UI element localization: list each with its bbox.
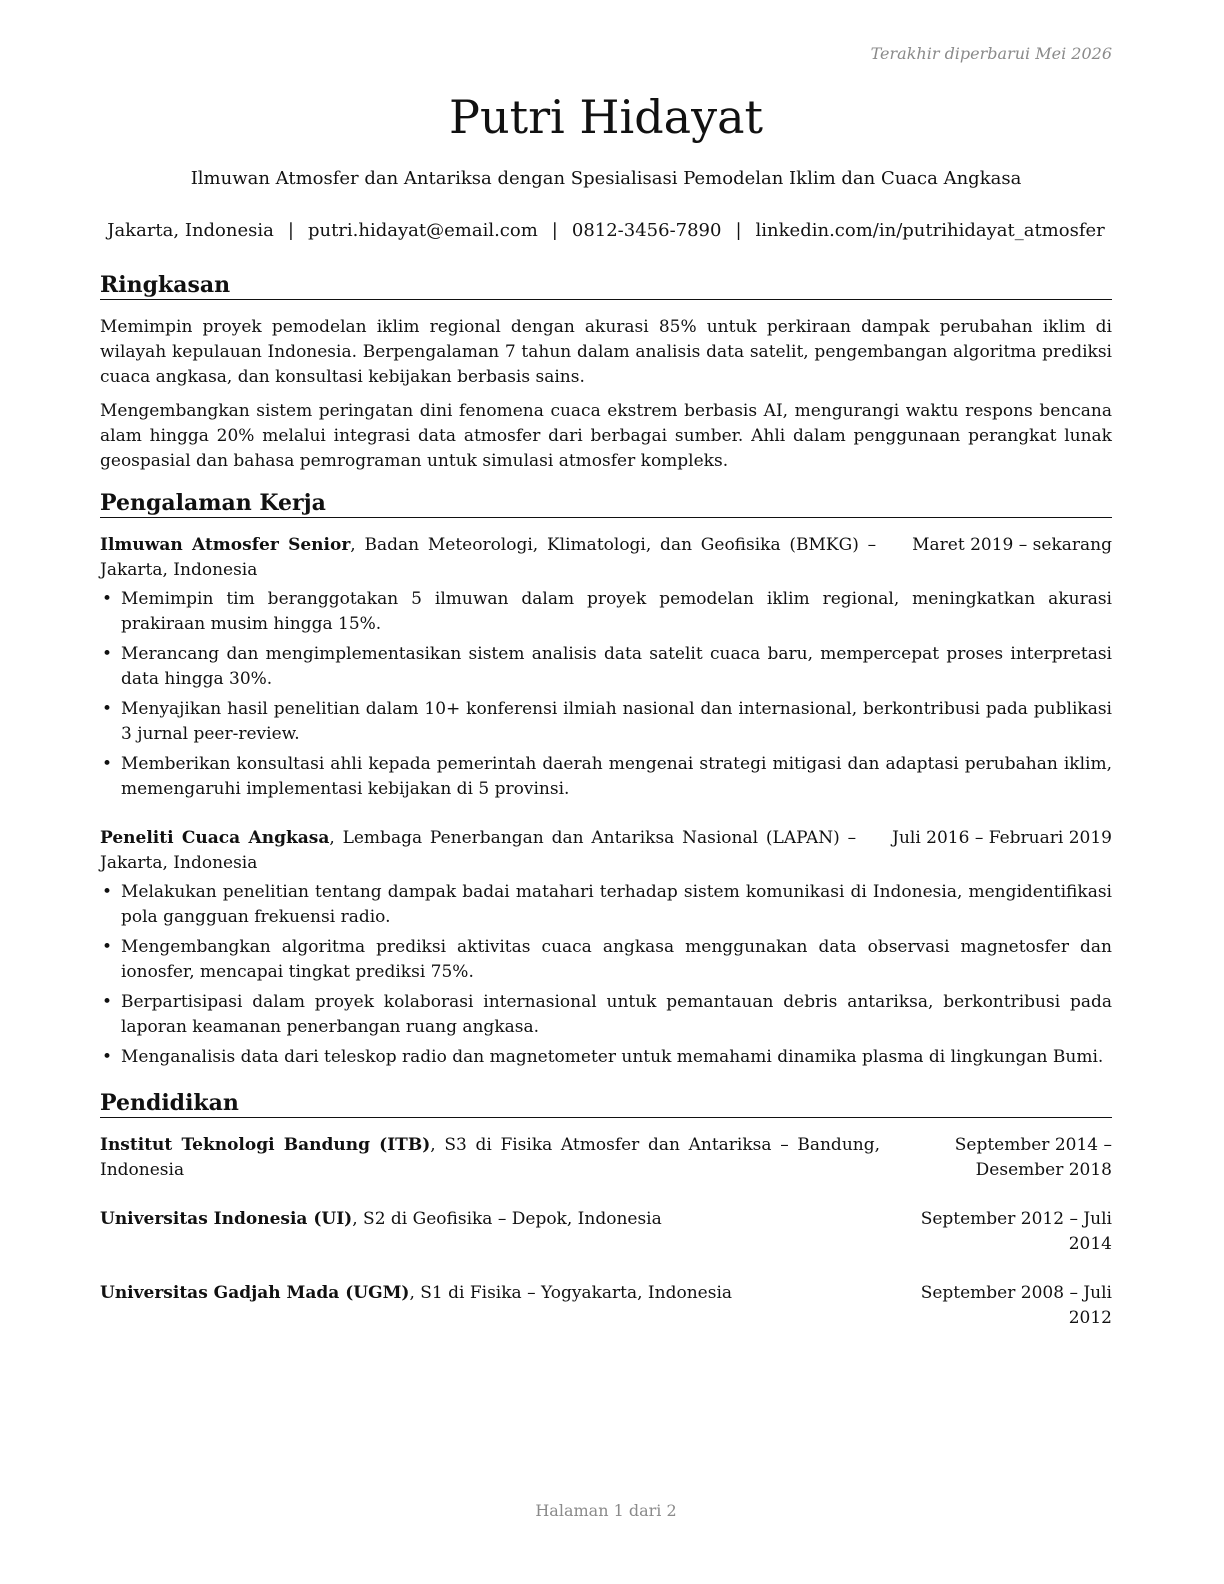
education-line: [100, 1281, 880, 1331]
list-item: • Merancang dan mengimplementasikan sistem analisis data satelit cuaca baru, mempercepat proses interpretasi data hingga 30%.: [100, 642, 1112, 692]
section-title-education: Pendidikan: [100, 1089, 1112, 1118]
education-entry: [100, 1133, 1112, 1183]
education-entry: [100, 1281, 1112, 1331]
job-title-line: [100, 826, 856, 876]
contact-phone: 0812-3456-7890: [571, 220, 722, 241]
job-bullets: [100, 880, 1112, 1070]
degree-detail: , S3 di Fisika Atmosfer dan Antariksa – Bandung, Indonesia: [100, 1135, 881, 1180]
separator: |: [551, 220, 558, 241]
list-item: • Memberikan konsultasi ahli kepada pemerintah daerah mengenai strategi mitigasi dan adaptasi perubahan iklim, memengaruhi implementasi kebijakan di 5 provinsi.: [100, 752, 1112, 802]
institution-name: Universitas Indonesia (UI): [100, 1209, 353, 1229]
contact-email[interactable]: putri.hidayat@email.com: [307, 220, 538, 241]
contact-location: Jakarta, Indonesia: [107, 220, 274, 241]
list-item: • Berpartisipasi dalam proyek kolaborasi internasional untuk pemantauan debris antariksa, berkontribusi pada laporan keamanan penerbangan ruang angkasa.: [100, 990, 1112, 1040]
page-number: Halaman 1 dari 2: [535, 1501, 677, 1520]
job-dates: Juli 2016 – Februari 2019: [892, 828, 1112, 848]
education-line: [100, 1133, 880, 1183]
job-header: [100, 826, 1112, 876]
separator: |: [287, 220, 294, 241]
list-item: • Mengembangkan algoritma prediksi aktivitas cuaca angkasa menggunakan data observasi magnetosfer dan ionosfer, mencapai tingkat prediksi 75%.: [100, 935, 1112, 985]
summary-paragraph: Mengembangkan sistem peringatan dini fenomena cuaca ekstrem berbasis AI, mengurangi waktu respons bencana alam hingga 20% melalui integrasi data atmosfer dari berbagai sumber. Ahli dalam penggunaan perangkat lunak geospasial dan bahasa pemrograman untuk simulasi atmosfer kompleks.: [100, 401, 1112, 471]
institution-name: Universitas Gadjah Mada (UGM): [100, 1283, 410, 1303]
person-name: Putri Hidayat: [449, 90, 763, 144]
job-dates: Maret 2019 – sekarang: [912, 535, 1112, 555]
job-title-line: [100, 533, 876, 583]
education-dates: September 2014 – Desember 2018: [954, 1135, 1112, 1180]
section-title-summary: Ringkasan: [100, 271, 1112, 300]
tagline: Ilmuwan Atmosfer dan Antariksa dengan Spesialisasi Pemodelan Iklim dan Cuaca Angkasa: [190, 168, 1022, 189]
job-role: Peneliti Cuaca Angkasa: [100, 828, 330, 848]
job-bullets: [100, 587, 1112, 802]
job-role: Ilmuwan Atmosfer Senior: [100, 535, 351, 555]
last-updated: Terakhir diperbarui Mei 2026: [870, 44, 1112, 63]
summary-paragraph: Memimpin proyek pemodelan iklim regional dengan akurasi 85% untuk perkiraan dampak perubahan iklim di wilayah kepulauan Indonesia. Berpengalaman 7 tahun dalam analisis data satelit, pengembangan algoritma prediksi cuaca angkasa, dan konsultasi kebijakan berbasis sains.: [100, 317, 1112, 387]
education-dates: September 2008 – Juli 2012: [920, 1283, 1112, 1328]
list-item: • Melakukan penelitian tentang dampak badai matahari terhadap sistem komunikasi di Indonesia, mengidentifikasi pola gangguan frekuensi radio.: [100, 880, 1112, 930]
job-entry: [100, 826, 1112, 1075]
education-line: [100, 1207, 880, 1257]
list-item: • Menyajikan hasil penelitian dalam 10+ konferensi ilmiah nasional dan internasional, berkontribusi pada publikasi 3 jurnal peer-review.: [100, 697, 1112, 747]
job-org: , Badan Meteorologi, Klimatologi, dan Geofisika (BMKG) – Jakarta, Indonesia: [100, 535, 877, 580]
contact-linkedin[interactable]: linkedin.com/in/putrihidayat_atmosfer: [755, 220, 1105, 241]
job-header: [100, 533, 1112, 583]
institution-name: Institut Teknologi Bandung (ITB): [100, 1135, 431, 1155]
degree-detail: , S1 di Fisika – Yogyakarta, Indonesia: [409, 1283, 733, 1303]
resume-page: [100, 0, 1112, 1584]
list-item: • Memimpin tim beranggotakan 5 ilmuwan dalam proyek pemodelan iklim regional, meningkatkan akurasi prakiraan musim hingga 15%.: [100, 587, 1112, 637]
education-entry: [100, 1207, 1112, 1257]
section-title-experience: Pengalaman Kerja: [100, 489, 1112, 518]
job-org: , Lembaga Penerbangan dan Antariksa Nasional (LAPAN) – Jakarta, Indonesia: [100, 828, 857, 873]
list-item: • Menganalisis data dari teleskop radio dan magnetometer untuk memahami dinamika plasma di lingkungan Bumi.: [100, 1045, 1112, 1070]
job-entry: [100, 533, 1112, 807]
degree-detail: , S2 di Geofisika – Depok, Indonesia: [352, 1209, 662, 1229]
separator: |: [735, 220, 742, 241]
contact-line: [100, 219, 1112, 243]
education-dates: September 2012 – Juli 2014: [920, 1209, 1112, 1254]
